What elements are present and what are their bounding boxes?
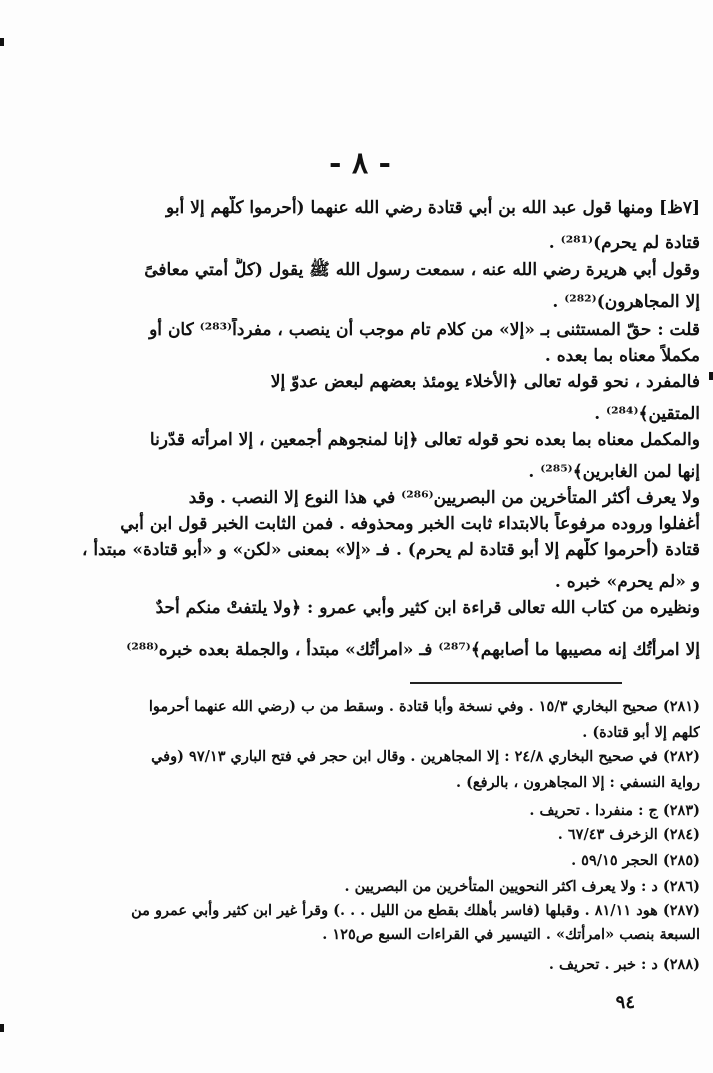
footnote-line: (٢٨٤) الزخرف ٦٧/٤٣ . <box>557 826 700 843</box>
body-line: والمكمل معناه بما بعده نحو قوله تعالى ﴿إنا لمنجوهم أجمعين ، إلا امرأته قدّرنا <box>149 430 700 450</box>
body-line: و «لم يحرم» خبره . <box>554 572 700 592</box>
footnote-line: السبعة بنصب «امرأتك» . التيسير في القراءات السبع ص١٢٥ . <box>322 926 700 943</box>
body-line: ولا يعرف أكثر المتأخرين من البصريين⁽²⁸⁶⁾ في هذا النوع إلا النصب . وقد <box>188 488 700 508</box>
footnote-line: رواية النسفي : إلا المجاهرون ، بالرفع) . <box>455 774 700 791</box>
body-line: إلا امرأتُك إنه مصيبها ما أصابهم﴾⁽²⁸⁷⁾ فـ «امرأتُك» مبتدأ ، والجملة بعده خبره⁽²⁸⁸⁾ <box>126 640 700 660</box>
footnote-line: (٢٨٦) د : ولا يعرف اكثر النحويين المتأخرين من البصريين . <box>344 878 700 895</box>
body-line: وقول أبي هريرة رضي الله عنه ، سمعت رسول الله ﷺ يقول (كلُّ أمتي معافىً <box>144 260 700 280</box>
scan-mark-right <box>709 372 713 380</box>
body-line: أغفلوا وروده مرفوعاً بالابتداء ثابت الخبر ومحذوفه . فمن الثابت الخبر قول ابن أبي <box>120 514 700 534</box>
body-line: قتادة لم يحرم)⁽²⁸¹⁾ . <box>548 233 700 253</box>
scan-mark-bottom-left <box>0 1024 4 1032</box>
footnote-line: (٢٨٥) الحجر ٥٩/١٥ . <box>571 852 700 869</box>
footnote-line: (٢٨٨) د : خبر . تحريف . <box>548 956 700 973</box>
body-line: إنها لمن الغابرين﴾⁽²⁸⁵⁾ . <box>528 462 700 482</box>
body-line: قلت : حقّ المستثنى بـ «إلا» من كلام تام موجب أن ينصب ، مفرداً⁽²⁸³⁾ كان أو <box>149 320 700 340</box>
body-line: ونظيره من كتاب الله تعالى قراءة ابن كثير وأبي عمرو : ﴿ولا يلتفتْ منكم أحدٌ <box>155 598 700 618</box>
footnote-line: (٢٨٧) هود ٨١/١١ . وقبلها (فاسر بأهلك بقطع من الليل . . .) وقرأ غير ابن كثير وأبي عمرو من <box>131 902 700 919</box>
body-line: إلا المجاهرون)⁽²⁸²⁾ . <box>552 292 700 312</box>
scan-mark-top-left <box>0 38 4 46</box>
footnote-line: (٢٨٣) ج : منفردا . تحريف . <box>529 802 700 819</box>
footnote-line: كلهم إلا أبو قتادة) . <box>582 724 700 741</box>
footnote-line: (٢٨٢) في صحيح البخاري ٢٤/٨ : إلا المجاهرين . وقال ابن حجر في فتح الباري ٩٧/١٣ (وفي <box>151 748 700 765</box>
page-number: ٩٤ <box>615 992 635 1013</box>
body-line: المتقين﴾⁽²⁸⁴⁾ . <box>594 404 700 424</box>
section-number: - ٨ - <box>329 146 391 181</box>
footnote-line: (٢٨١) صحيح البخاري ١٥/٣ . وفي نسخة وأبا قتادة . وسقط من ب (رضي الله عنهما أحرموا <box>148 698 700 715</box>
body-line: مكملاً معناه بما بعده . <box>544 346 700 366</box>
body-line: قتادة (أحرموا كلُّهم إلا أبو قتادة لم يحرم) . فـ «إلا» بمعنى «لكن» و «أبو قتادة» مبتدأ ، <box>81 540 700 560</box>
body-line: فالمفرد ، نحو قوله تعالى ﴿الأخلاء يومئذ بعضهم لبعض عدوّ إلا <box>270 372 700 392</box>
footnote-divider <box>410 682 622 684</box>
body-line: [٧ظ] ومنها قول عبد الله بن أبي قتادة رضي الله عنهما (أحرموا كلُّهم إلا أبو <box>166 198 700 218</box>
